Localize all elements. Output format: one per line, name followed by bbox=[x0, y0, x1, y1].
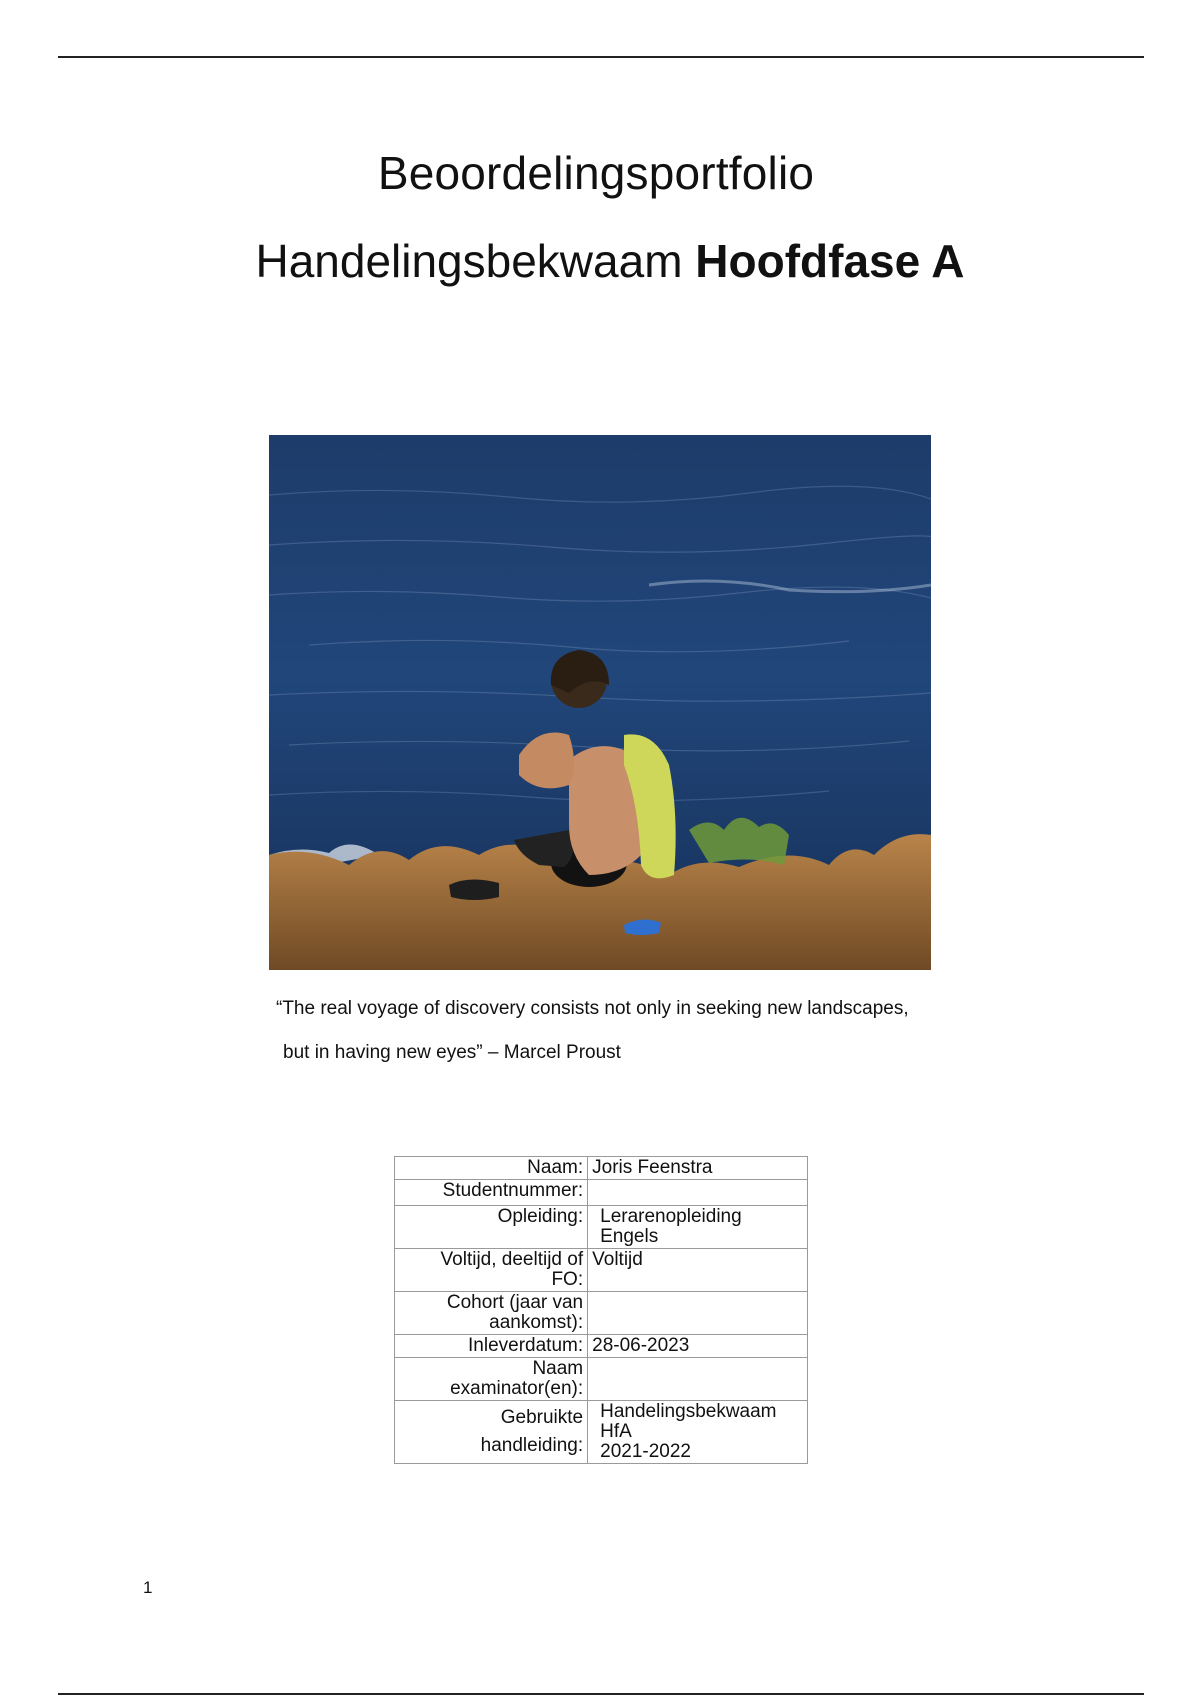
table-row bbox=[395, 1157, 808, 1180]
row-value bbox=[588, 1292, 808, 1335]
page-number: 1 bbox=[143, 1578, 153, 1597]
top-rule bbox=[58, 56, 1144, 58]
row-label: Gebruikte handleiding: bbox=[395, 1401, 588, 1464]
title-line-2 bbox=[0, 234, 1200, 288]
cover-photo bbox=[269, 435, 931, 970]
row-label: Opleiding: bbox=[395, 1206, 588, 1249]
bottom-rule bbox=[58, 1693, 1144, 1695]
row-value: Joris Feenstra bbox=[588, 1157, 808, 1180]
row-label: Studentnummer: bbox=[395, 1180, 588, 1206]
table-row bbox=[395, 1335, 808, 1358]
row-label: Inleverdatum: bbox=[395, 1335, 588, 1358]
row-value: Lerarenopleiding Engels bbox=[588, 1206, 808, 1249]
table-row bbox=[395, 1206, 808, 1249]
table-row bbox=[395, 1401, 808, 1464]
row-value: Voltijd bbox=[588, 1249, 808, 1292]
table-row bbox=[395, 1180, 808, 1206]
quote-line-2: but in having new eyes” – Marcel Proust bbox=[283, 1042, 621, 1063]
row-label: Cohort (jaar van aankomst): bbox=[395, 1292, 588, 1335]
row-value bbox=[588, 1180, 808, 1206]
table-row bbox=[395, 1292, 808, 1335]
quote-line-1: “The real voyage of discovery consists not only in seeking new landscapes, bbox=[276, 998, 909, 1019]
title-line-2-bold: Hoofdfase A bbox=[695, 235, 965, 287]
row-value: 28-06-2023 bbox=[588, 1335, 808, 1358]
table-row bbox=[395, 1249, 808, 1292]
title-line-1: Beoordelingsportfolio bbox=[377, 147, 815, 199]
row-value: Handelingsbekwaam HfA 2021-2022 bbox=[588, 1401, 808, 1464]
title-line-2-regular: Handelingsbekwaam bbox=[255, 235, 696, 287]
row-label: Naam: bbox=[395, 1157, 588, 1180]
row-value bbox=[588, 1358, 808, 1401]
student-info-table bbox=[394, 1156, 808, 1464]
row-label: Naam examinator(en): bbox=[395, 1358, 588, 1401]
row-label: Voltijd, deeltijd of FO: bbox=[395, 1249, 588, 1292]
table-row bbox=[395, 1358, 808, 1401]
